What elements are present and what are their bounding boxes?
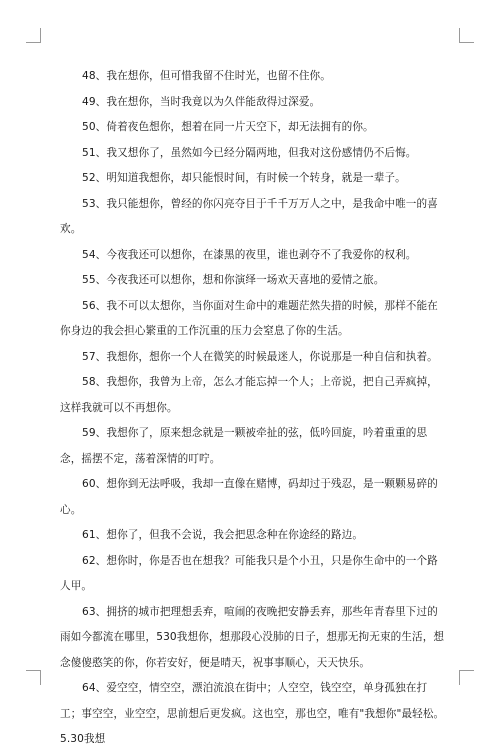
crop-mark-bottom-left bbox=[26, 670, 41, 685]
paragraph-48: 48、我在想你，但可惜我留不住时光，也留不住你。 bbox=[82, 70, 331, 82]
paragraph-53: 53、我只能想你，曾经的你闪亮夺目于千千万万人之中，是我命中唯一的喜欢。 bbox=[60, 197, 438, 235]
crop-mark-bottom-right bbox=[459, 670, 474, 685]
paragraph-55: 55、今夜我还可以想你，想和你演绎一场欢天喜地的爱情之旅。 bbox=[82, 274, 385, 286]
paragraph-61: 61、想你了，但我不会说，我会把思念种在你途经的路边。 bbox=[82, 529, 364, 541]
paragraph-59: 59、我想你了，原来想念就是一颗被牵扯的弦，低吟回旋，吟着重重的思念，摇摆不定，荡着深情的叮咛。 bbox=[60, 427, 428, 465]
paragraph-63: 63、拥挤的城市把理想丢弃，喧闹的夜晚把安静丢弃，那些年青春里下过的雨如今都流在哪里，530我想你，想那段心没肺的日子，想那无拘无束的生活，想念傻傻憨笑的你，你若安好，便是晴天，祝事事顺心，天天快乐。 bbox=[60, 605, 445, 669]
paragraph-58: 58、我想你，我曾为上帝，怎么才能忘掉一个人；上帝说，把自己弄疯掉，这样我就可以不再想你。 bbox=[60, 376, 438, 414]
paragraph-57: 57、我想你，想你一个人在微笑的时候最迷人，你说那是一种自信和执着。 bbox=[82, 350, 438, 363]
paragraph-50: 50、倚着夜色想你，想着在同一片天空下，却无法拥有的你。 bbox=[82, 121, 374, 133]
paragraph-60: 60、想你到无法呼吸，我却一直像在赌博，码却过于残忍，是一颗颗易碎的心。 bbox=[60, 478, 438, 516]
crop-mark-top-right bbox=[459, 28, 474, 43]
paragraph-51: 51、我又想你了，虽然如今已经分隔两地，但我对这份感情仍不后悔。 bbox=[82, 146, 417, 159]
document-body bbox=[60, 64, 446, 753]
paragraph-54: 54、今夜我还可以想你，在漆黑的夜里，谁也剥夺不了我爱你的权利。 bbox=[82, 248, 417, 261]
paragraph-62: 62、想你时，你是否也在想我？可能我只是个小丑，只是你生命中的一个路人甲。 bbox=[60, 554, 438, 592]
paragraph-49: 49、我在想你，当时我竟以为久伴能敌得过深爱。 bbox=[82, 95, 321, 108]
paragraph-64: 64、爱空空，情空空，漂泊流浪在街中；人空空，钱空空，单身孤独在打工；事空空，业空空，思前想后更发疯。这也空，那也空，唯有"我想你"最轻松。5.30我想 bbox=[60, 682, 445, 745]
paragraph-56: 56、我不可以太想你，当你面对生命中的难题茫然失措的时候，那样不能在你身边的我会担心繁重的工作沉重的压力会窒息了你的生活。 bbox=[60, 299, 438, 337]
paragraph-52: 52、明知道我想你，却只能恨时间，有时候一个转身，就是一辈子。 bbox=[82, 172, 406, 184]
crop-mark-top-left bbox=[26, 28, 41, 43]
